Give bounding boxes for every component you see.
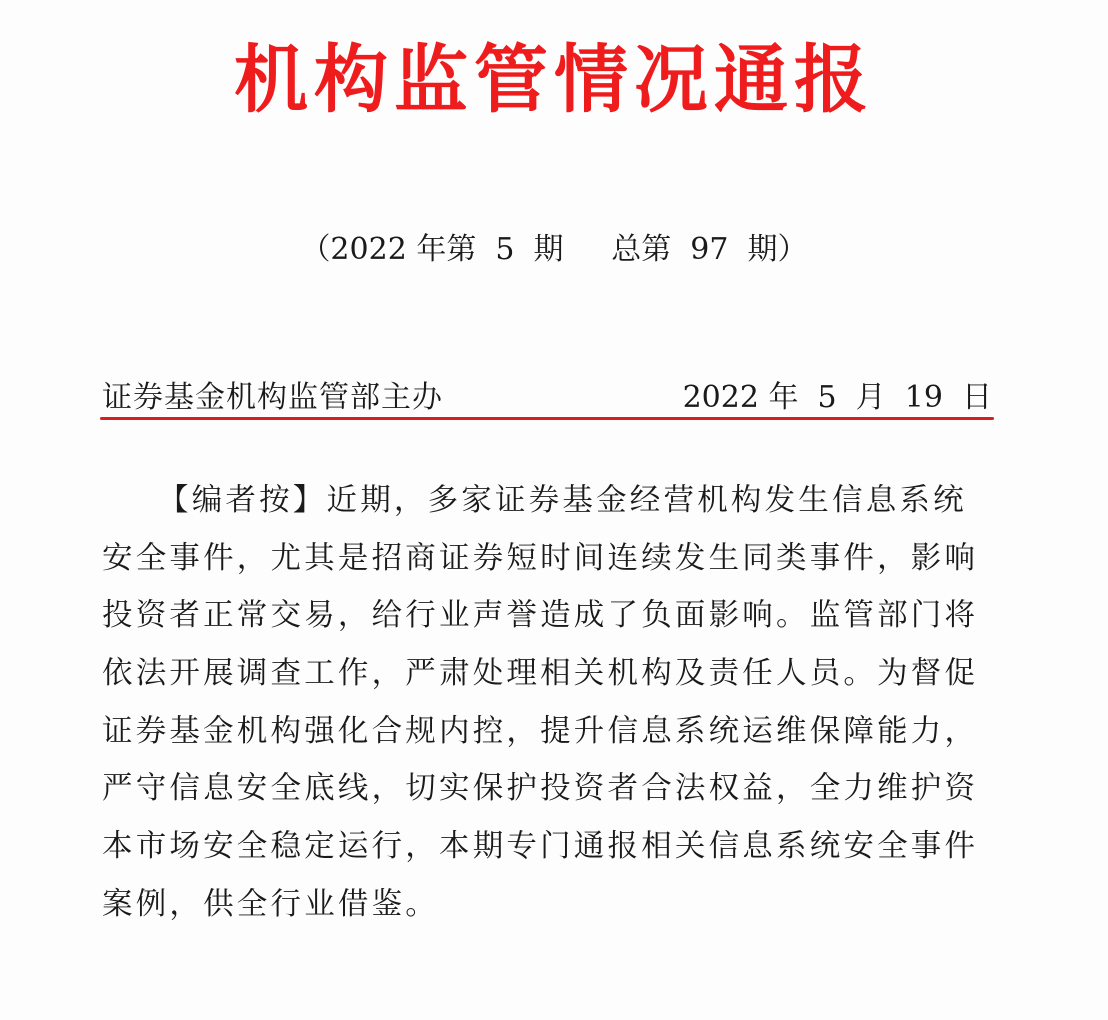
document-title: 机构监管情况通报 [234, 37, 874, 123]
paragraph-line: 依法开展调查工作，严肃处理相关机构及责任人员。为督促 [102, 656, 979, 692]
paragraph-line: 严守信息安全底线，切实保护投资者合法权益，全力维护资 [102, 771, 979, 807]
organizer-label: 证券基金机构监管部主办 [102, 380, 443, 415]
issue-number-line: （2022 年第 5 期 总第 97 期） [300, 232, 808, 267]
paragraph-line: 投资者正常交易，给行业声誉造成了负面影响。监管部门将 [102, 598, 979, 634]
paragraph-line: 【编者按】近期，多家证券基金经营机构发生信息系统 [158, 483, 967, 518]
masthead [102, 376, 992, 420]
paragraph-line: 本市场安全稳定运行，本期专门通报相关信息系统安全事件 [102, 829, 979, 865]
red-divider-rule [100, 417, 994, 420]
paragraph-line: 证券基金机构强化合规内控，提升信息系统运维保障能力， [102, 713, 979, 749]
editor-note-paragraph [102, 472, 1002, 934]
paragraph-line: 案例，供全行业借鉴。 [102, 886, 439, 922]
publish-date: 2022 年 5 月 19 日 [682, 380, 992, 415]
paragraph-line: 安全事件，尤其是招商证券短时间连续发生同类事件，影响 [102, 540, 979, 576]
